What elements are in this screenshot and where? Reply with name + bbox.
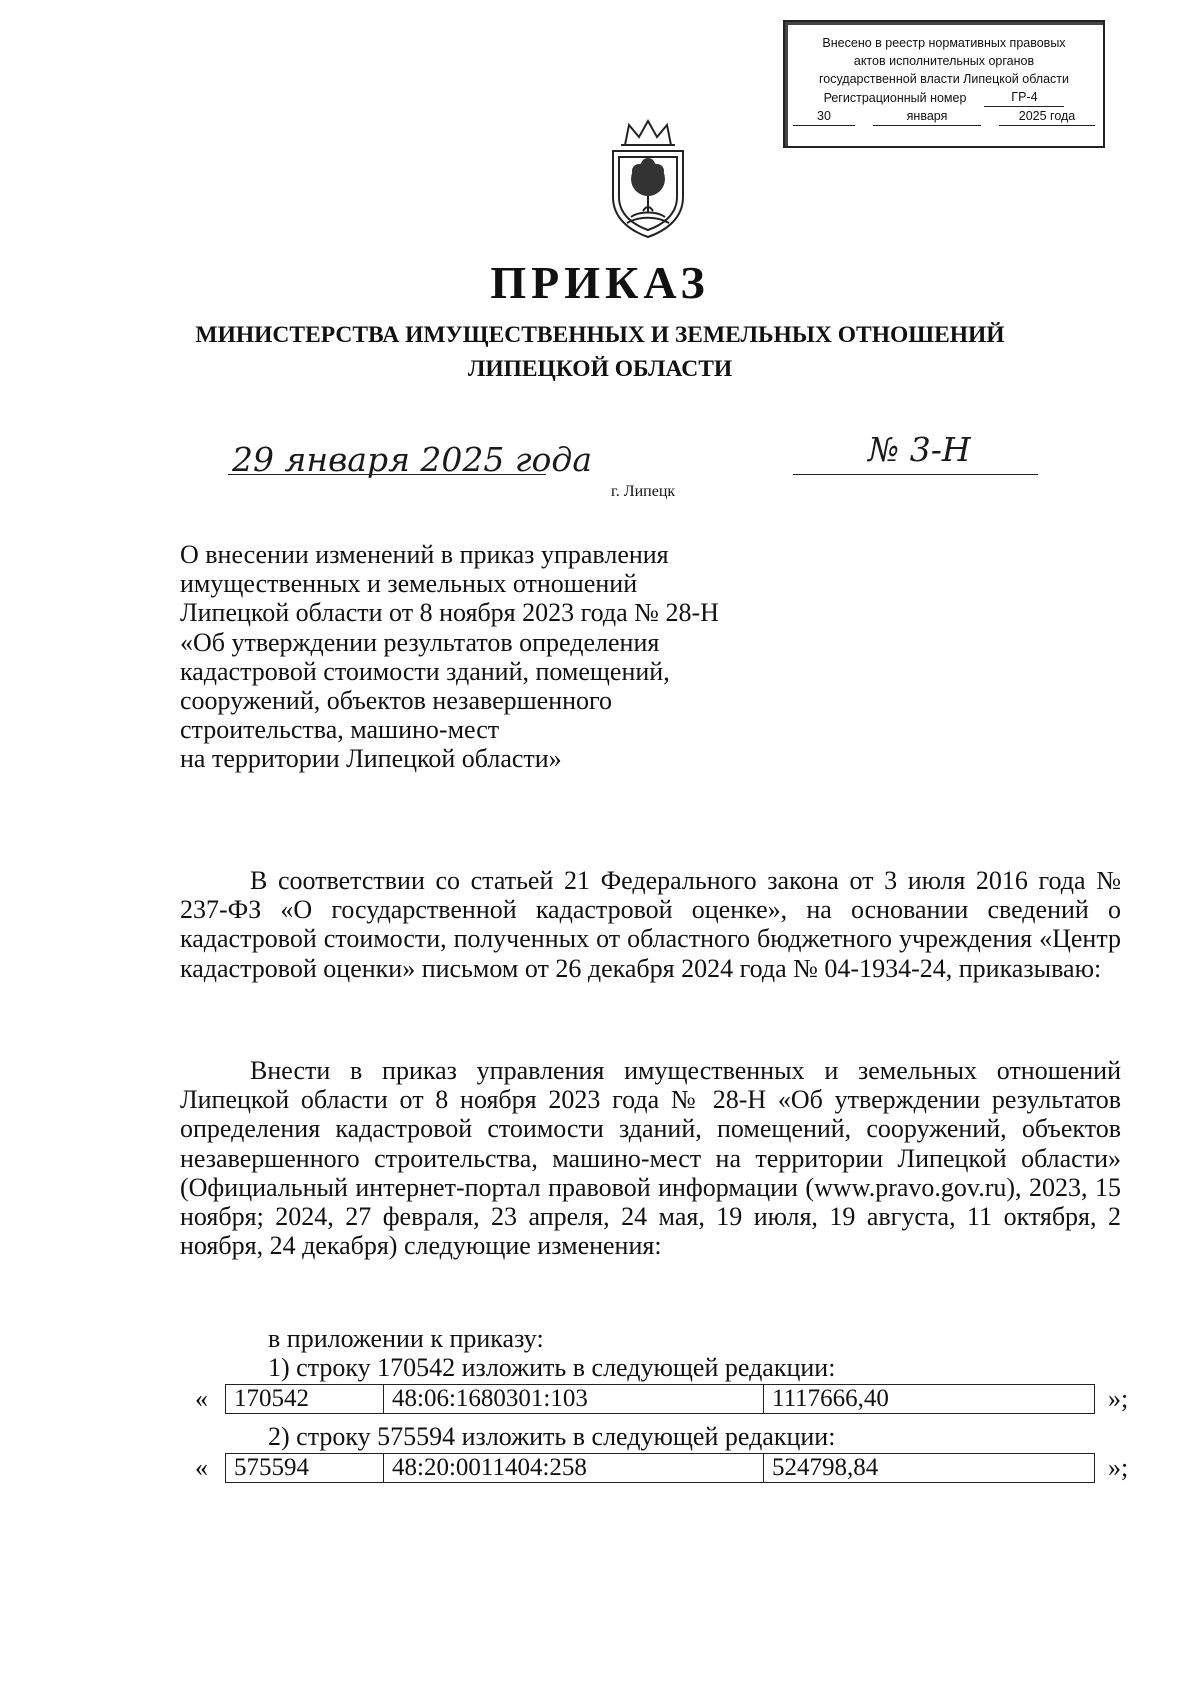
- registry-stamp: [783, 20, 1105, 148]
- number-underline: [793, 474, 1038, 475]
- table-cell-cadastral-value: 1117666,40: [772, 1385, 889, 1412]
- stamp-date-row: [785, 107, 1103, 126]
- subject-line: О внесении изменений в приказ управления: [180, 540, 669, 569]
- stamp-year: 2025 года: [999, 107, 1095, 126]
- quote-open: «: [195, 1384, 208, 1413]
- preamble-text: В соответствии со статьей 21 Федерального закона от 3 июля 2016 года № 237-ФЗ «О государственной кадастровой оценке», на основании сведений о кадастровой стоимости, полученных от областного бюджетного учреждения «Центр кадастровой оценки» письмом от 26 декабря 2024 года № 04-1934-24, приказываю:: [180, 866, 1121, 983]
- operative-paragraph: [180, 1056, 1121, 1260]
- stamp-reg-row: [785, 88, 1103, 107]
- handwritten-date: 29 января 2025 года: [232, 440, 593, 479]
- stamp-reg-number: ГР-4: [984, 88, 1064, 107]
- table-cell-row-number: 575594: [226, 1454, 384, 1482]
- subject-line: на территории Липецкой области»: [180, 744, 562, 774]
- city-label: г. Липецк: [611, 483, 676, 500]
- subject-line: имущественных и земельных отношений: [180, 569, 638, 599]
- change-table-1: [225, 1384, 1095, 1414]
- operative-text: Внести в приказ управления имущественных и земельных отношений Липецкой области от 8 ноября 2023 года № 28-Н «Об утверждении результатов определения кадастровой стоимости зданий, помещений, сооружений, объектов незавершенного строительства, машино-мест на территории Липецкой области» (Официальный интернет-портал правовой информации (www.pravo.gov.ru), 2023, 15 ноября; 2024, 27 февраля, 23 апреля, 24 мая, 19 июля, 19 августа, 11 октября, 2 ноября, 24 декабря) следующие изменения:: [180, 1056, 1121, 1261]
- change-instruction-1: 1) строку 170542 изложить в следующей редакции:: [268, 1353, 836, 1382]
- ministry-line-1: МИНИСТЕРСТВА ИМУЩЕСТВЕННЫХ И ЗЕМЕЛЬНЫХ ОТНОШЕНИЙ: [195, 322, 1005, 348]
- change-table-2: [225, 1453, 1095, 1483]
- ministry-name: [0, 318, 1200, 386]
- stamp-line-3: государственной власти Липецкой области: [818, 72, 1070, 86]
- stamp-reg-label: Регистрационный номер: [823, 91, 967, 105]
- quote-close: »;: [1108, 1384, 1129, 1413]
- appendix-line: в приложении к приказу:: [268, 1324, 544, 1353]
- stamp-line-1: Внесено в реестр нормативных правовых: [822, 36, 1066, 50]
- stamp-month: января: [873, 107, 981, 126]
- order-subject: [180, 540, 780, 774]
- stamp-day: 30: [793, 107, 855, 126]
- subject-line: строительства, машино-мест: [180, 715, 500, 745]
- date-underline: [228, 474, 546, 475]
- stamp-line-2: актов исполнительных органов: [853, 54, 1035, 68]
- preamble-paragraph: [180, 866, 1121, 983]
- subject-line: кадастровой стоимости зданий, помещений,: [180, 656, 670, 686]
- subject-line: Липецкой области от 8 ноября 2023 года № 28-Н: [180, 598, 719, 628]
- coat-of-arms-icon: [599, 115, 697, 243]
- document-title: ПРИКАЗ: [490, 257, 710, 308]
- table-cell-cadastral-number: 48:06:1680301:103: [384, 1385, 764, 1413]
- subject-line: «Об утверждении результатов определения: [180, 627, 660, 657]
- subject-line: сооружений, объектов незавершенного: [180, 686, 613, 716]
- change-instruction-2: 2) строку 575594 изложить в следующей редакции:: [268, 1422, 836, 1451]
- handwritten-number: № 3-Н: [868, 430, 971, 469]
- table-cell-cadastral-number: 48:20:0011404:258: [384, 1454, 764, 1482]
- quote-open: «: [195, 1453, 208, 1482]
- ministry-line-2: ЛИПЕЦКОЙ ОБЛАСТИ: [467, 356, 733, 382]
- table-cell-cadastral-value: 524798,84: [772, 1454, 879, 1481]
- table-cell-row-number: 170542: [226, 1385, 384, 1413]
- quote-close: »;: [1108, 1453, 1129, 1482]
